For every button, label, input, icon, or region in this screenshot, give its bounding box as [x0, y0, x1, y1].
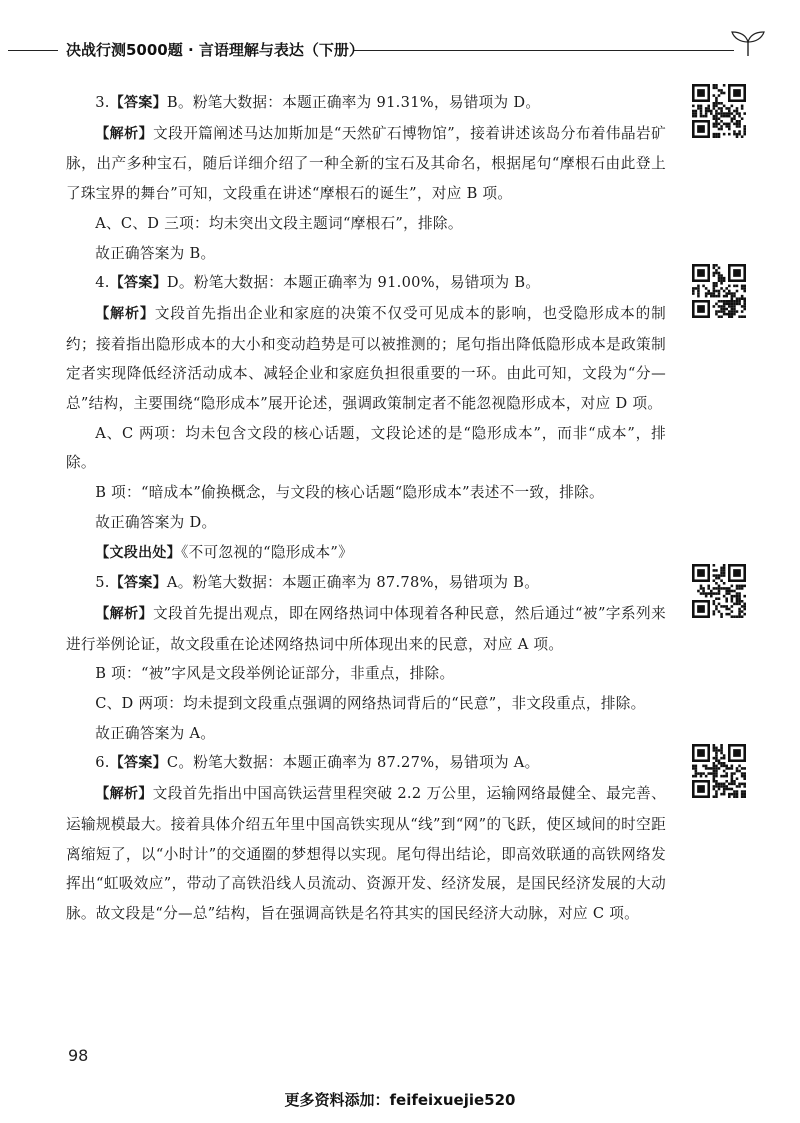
source-line: [66, 538, 666, 569]
question-number: 3.: [95, 94, 110, 111]
section-tag: 【解析】: [95, 605, 154, 622]
qr-code-icon[interactable]: [692, 84, 746, 138]
section-tag: 【答案】: [109, 755, 167, 772]
analysis-paragraph: [66, 119, 666, 209]
header-rule-right: [354, 50, 734, 51]
paragraph-text: C、D 两项：均未提到文段重点强调的网络热词背后的“民意”，非文段重点，排除。: [95, 695, 646, 713]
analysis-paragraph: [66, 779, 666, 929]
sprout-icon: [728, 30, 768, 58]
paragraph-text: 故正确答案为 D。: [95, 513, 217, 531]
section-tag: 【文段出处】: [95, 544, 181, 561]
answer-line: [66, 88, 666, 119]
explanation-line: [66, 689, 666, 719]
section-tag: 【答案】: [109, 575, 167, 592]
question-number: 5.: [95, 574, 110, 592]
header-rule-left: [8, 50, 58, 51]
analysis-paragraph: [66, 599, 666, 659]
paragraph-text: A。粉笔大数据：本题正确率为 87.78%，易错项为 B。: [166, 574, 540, 592]
paragraph-text: 《不可忽视的“隐形成本”》: [181, 543, 354, 561]
paragraph-text: 故正确答案为 A。: [95, 724, 216, 742]
answer-line: [66, 568, 666, 599]
section-tag: 【解析】: [95, 305, 155, 322]
explanation-line: [66, 239, 666, 269]
paragraph-text: 故正确答案为 B。: [95, 244, 216, 262]
question-number: 4.: [95, 274, 110, 292]
explanation-line: [66, 419, 666, 478]
paragraph-text: 文段首先指出中国高铁运营里程突破 2.2 万公里，运输网络最健全、最完善、运输规模最大。接着具体介绍五年里中国高铁实现从“线”到“网”的飞跃，使区域间的时空距离缩短了，以“小时计”的交通圈的梦想得以实现。尾句得出结论，即高效联通的高铁网络发挥出“虹吸效应”，带动了高铁沿线人员流动、资源开发、经济发展，是国民经济发展的大动脉。故文段是“分—总”结构，旨在强调高铁是名符其实的国民经济大动脉，对应 C 项。: [66, 785, 666, 922]
paragraph-text: D。粉笔大数据：本题正确率为 91.00%，易错项为 B。: [166, 274, 541, 292]
explanation-line: [66, 659, 666, 689]
qr-code-icon[interactable]: [692, 564, 746, 618]
page-number: 98: [68, 1046, 89, 1065]
qr-code-icon[interactable]: [692, 744, 746, 798]
analysis-paragraph: [66, 299, 666, 419]
answer-line: [66, 268, 666, 299]
paragraph-text: B 项：“被”字风是文段举例论证部分，非重点，排除。: [95, 665, 455, 683]
section-tag: 【答案】: [109, 275, 167, 292]
paragraph-text: 文段首先指出企业和家庭的决策不仅受可见成本的影响，也受隐形成本的制约；接着指出隐形成本的大小和变动趋势是可以被推测的；尾句指出降低隐形成本是政策制定者实现降低经济活动成本、减轻企业和家庭负担很重要的一环。由此可知，文段为“分—总”结构，主要围绕“隐形成本”展开论述，强调政策制定者不能忽视隐形成本，对应 D 项。: [66, 304, 666, 413]
footer-contact: 更多资料添加：feifeixuejie520: [284, 1091, 516, 1109]
paragraph-text: 文段开篇阐述马达加斯加是“天然矿石博物馆”，接着讲述该岛分布着伟晶岩矿脉，出产多种宝石，随后详细介绍了一种全新的宝石及其命名，根据尾句“摩根石由此登上了珠宝界的舞台”可知，文段重在讲述“摩根石的诞生”，对应 B 项。: [66, 124, 666, 203]
section-tag: 【解析】: [95, 786, 153, 803]
paragraph-text: A、C 两项：均未包含文段的核心话题，文段论述的是“隐形成本”，而非“成本”，排除。: [66, 424, 666, 472]
answer-line: [66, 748, 666, 779]
explanation-line: [66, 478, 666, 508]
solutions-body: [66, 88, 666, 929]
paragraph-text: A、C、D 三项：均未突出文段主题词“摩根石”，排除。: [95, 214, 463, 232]
explanation-line: [66, 719, 666, 749]
header-title: 决战行测5000题 · 言语理解与表达（下册）: [66, 41, 364, 59]
paragraph-text: B。粉笔大数据：本题正确率为 91.31%，易错项为 D。: [166, 94, 541, 111]
question-number: 6.: [95, 754, 110, 772]
qr-code-icon[interactable]: [692, 264, 746, 318]
paragraph-text: B 项：“暗成本”偷换概念，与文段的核心话题“隐形成本”表述不一致，排除。: [95, 484, 604, 502]
paragraph-text: C。粉笔大数据：本题正确率为 87.27%，易错项为 A。: [166, 754, 540, 772]
explanation-line: [66, 209, 666, 239]
paragraph-text: 文段首先提出观点，即在网络热词中体现着各种民意，然后通过“被”字系列来进行举例论证，故文段重在论述网络热词中所体现出来的民意，对应 A 项。: [66, 604, 666, 653]
running-header: [0, 36, 800, 64]
section-tag: 【解析】: [95, 125, 154, 142]
section-tag: 【答案】: [109, 95, 167, 111]
explanation-line: [66, 508, 666, 538]
